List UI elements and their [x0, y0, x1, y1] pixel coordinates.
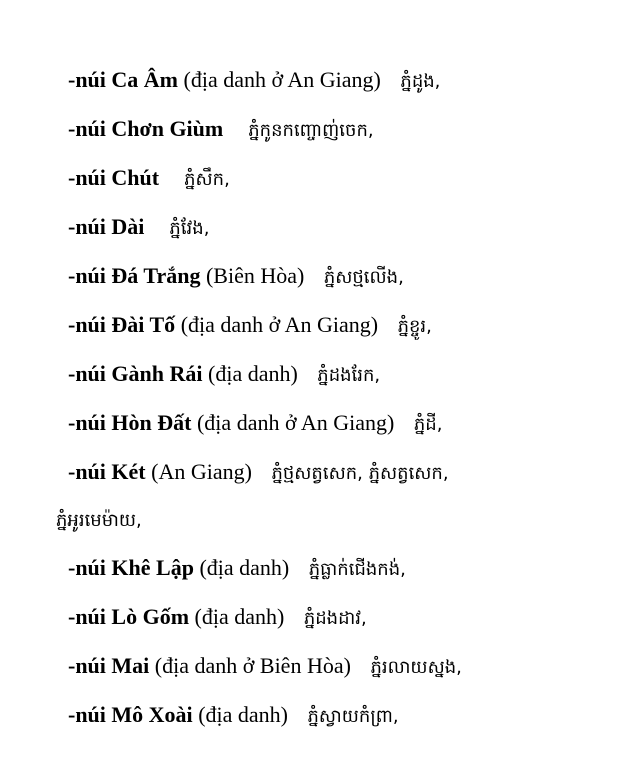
entry-note: (Biên Hòa)	[205, 263, 305, 288]
entry-khmer: ភ្នំថ្មសត្វសេក, ភ្នំសត្វសេក,	[271, 463, 449, 484]
entry-khmer: ភ្នំរលាយស្នង,	[370, 657, 462, 678]
entry-khmer-continued: ភ្នំអូរមេម៉ាយ,	[56, 510, 142, 531]
entry-ket	[56, 448, 613, 544]
entry-head: -núi Chơn Giùm	[68, 116, 224, 141]
entry-head: -núi Lò Gốm	[68, 604, 190, 629]
entry-ca-am	[68, 56, 613, 105]
entry-dai	[68, 203, 613, 252]
entry-head: -núi Chút	[68, 165, 160, 190]
entry-note: (địa danh ở An Giang)	[196, 410, 395, 435]
entry-chon-gium	[68, 105, 613, 154]
entry-khmer: ភ្នំស្វាយកំព្រា,	[307, 706, 399, 727]
entry-mai	[68, 642, 613, 691]
entry-note: (địa danh ở An Giang)	[183, 67, 381, 92]
entry-hon-dat	[68, 399, 613, 448]
entry-lo-gom	[68, 593, 613, 642]
entry-khmer: ភ្នំខ្ចូរ,	[397, 316, 432, 337]
entry-khmer: ភ្នំធ្លាក់ជើងកង់,	[308, 559, 406, 580]
entry-khe-lap	[68, 544, 613, 593]
entry-note: (địa danh ở Biên Hòa)	[154, 653, 351, 678]
entry-head: -núi Mô Xoài	[68, 702, 193, 727]
entry-khmer: ភ្នំដងដាវ,	[303, 608, 367, 629]
entry-note: (địa danh)	[194, 604, 285, 629]
entry-head: -núi Két	[68, 459, 146, 484]
entry-khmer: ភ្នំកូនកញ្ចោញ់ចេក,	[248, 120, 374, 141]
entry-khmer: ភ្នំដងរែក,	[317, 365, 381, 386]
entry-head: -núi Hòn Đất	[68, 410, 192, 435]
entry-head: -núi Đá Trắng	[68, 263, 201, 288]
entry-mo-xoai	[68, 691, 613, 740]
entry-list	[56, 56, 613, 740]
entry-note: (địa danh)	[198, 702, 288, 727]
entry-chut	[68, 154, 613, 203]
entry-head: -núi Ca Âm	[68, 67, 179, 92]
entry-khmer: ភ្នំដូង,	[400, 71, 441, 92]
entry-khmer: ភ្នំសថ្មលើង,	[323, 267, 404, 288]
entry-khmer: ភ្នំដី,	[413, 414, 443, 435]
entry-head: -núi Khê Lập	[68, 555, 194, 580]
entry-head: -núi Gành Rái	[68, 361, 203, 386]
entry-ganh-rai	[68, 350, 613, 399]
entry-head: -núi Đài Tố	[68, 312, 176, 337]
entry-note: (địa danh ở An Giang)	[180, 312, 379, 337]
entry-khmer: ភ្នំវែង,	[169, 218, 210, 239]
entry-da-trang	[68, 252, 613, 301]
entry-note: (An Giang)	[151, 459, 252, 484]
entry-khmer: ភ្នំសឹក,	[184, 169, 230, 190]
entry-note: (địa danh)	[199, 555, 290, 580]
entry-note: (địa danh)	[208, 361, 298, 386]
entry-head: -núi Dài	[68, 214, 145, 239]
entry-head: -núi Mai	[68, 653, 150, 678]
entry-dai-to	[68, 301, 613, 350]
